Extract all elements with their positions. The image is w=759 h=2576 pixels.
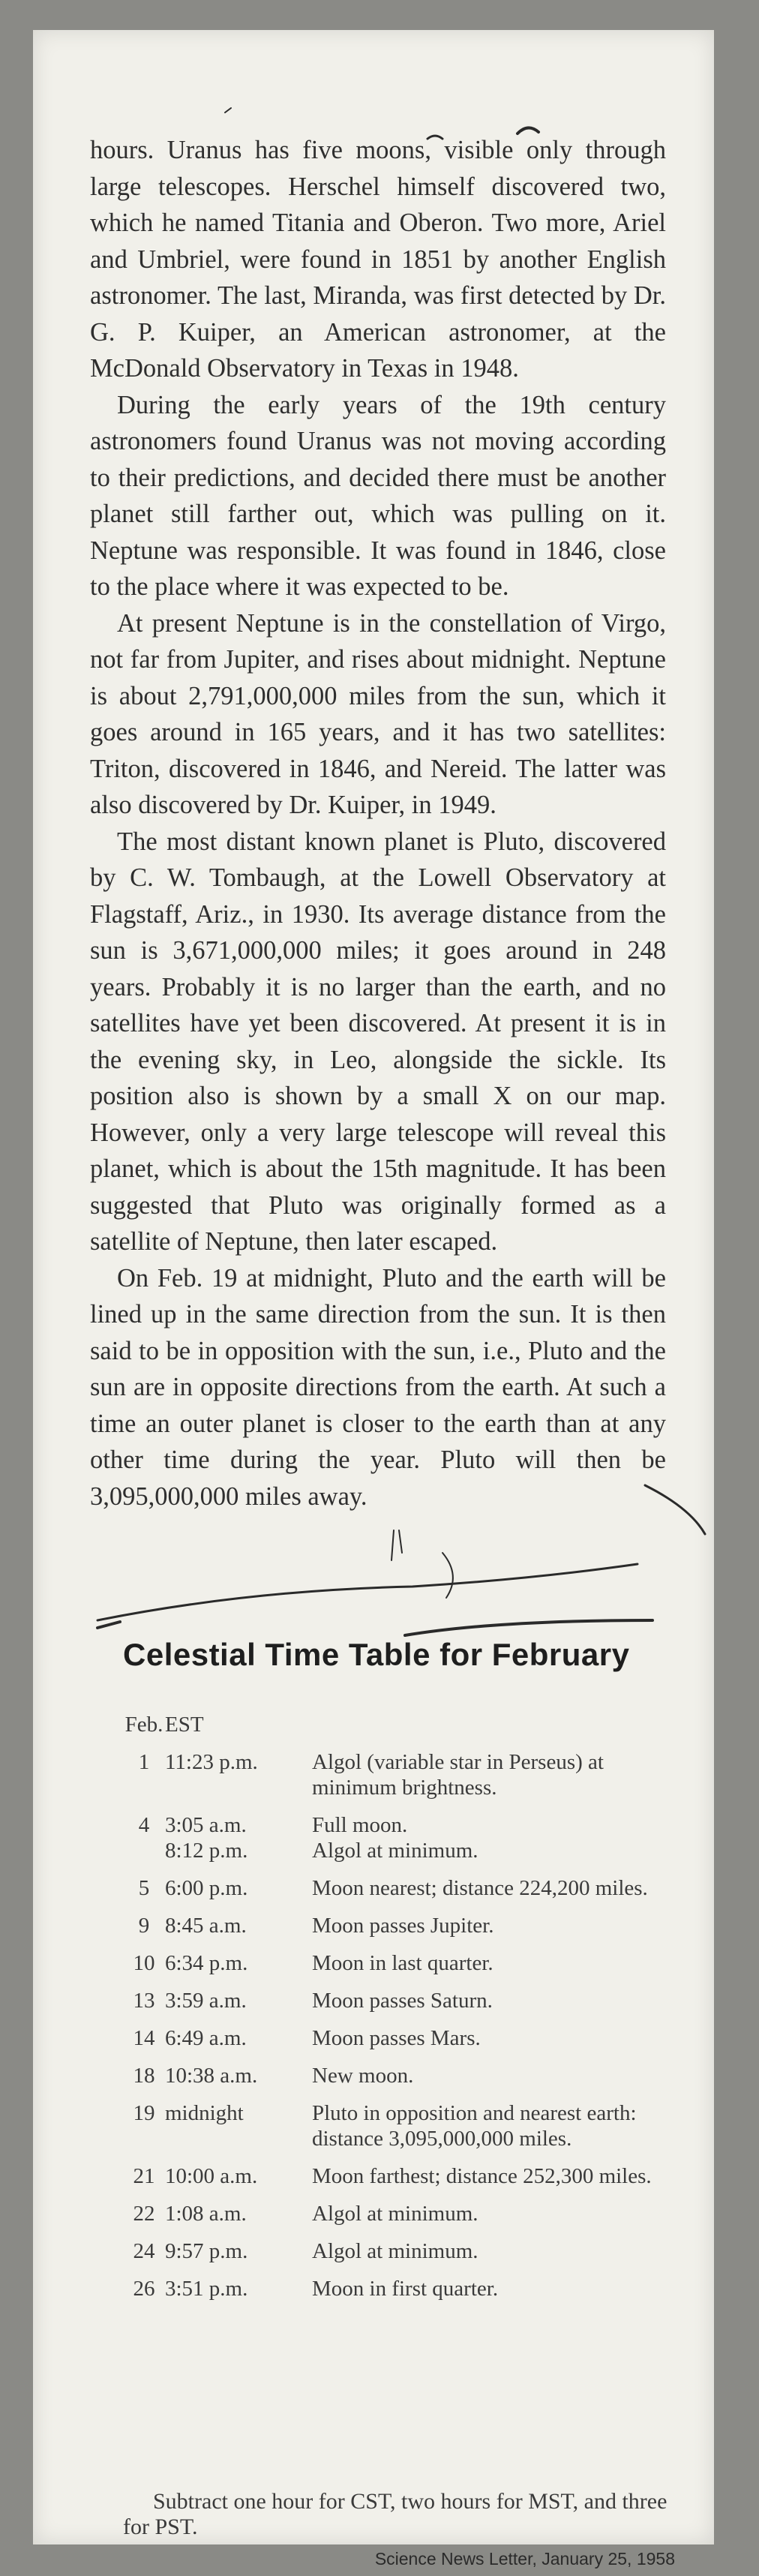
row-times (165, 1913, 312, 1938)
row-event: Moon farthest; distance 252,300 miles. (312, 2164, 652, 2188)
row-date: 26 (133, 2277, 155, 2301)
timetable (123, 1712, 678, 2313)
row-times (165, 2201, 312, 2226)
row-times (165, 2238, 312, 2264)
row-date: 10 (133, 1951, 155, 1975)
row-times (165, 1749, 312, 1800)
row-times (165, 2100, 312, 2151)
row-event: Moon passes Saturn. (312, 1989, 493, 2013)
row-times (165, 1988, 312, 2013)
row-events (312, 2025, 678, 2051)
row-events (312, 2100, 678, 2151)
row-events (312, 2238, 678, 2264)
row-time: 6:49 a.m. (165, 2026, 247, 2050)
row-times (165, 2063, 312, 2088)
row-events (312, 2276, 678, 2301)
row-times (165, 2163, 312, 2189)
timetable-row (123, 2276, 678, 2301)
row-time: 8:12 p.m. (165, 1839, 248, 1863)
row-time: midnight (165, 2101, 244, 2125)
timetable-row (123, 1749, 678, 1800)
article-paragraph: On Feb. 19 at midnight, Pluto and the earth will be lined up in the same direction from the sun. It is then said to be in opposition with the sun, i.e., Pluto and the sun are in opposite directions from the earth. At such a time an outer planet is closer to the earth than at any other time during the year. Pluto will then be 3,095,000,000 miles away. (90, 1263, 666, 1511)
article-paragraph: The most distant known planet is Pluto, discovered by C. W. Tombaugh, at the Lowell Observatory at Flagstaff, Ariz., in 1930. Its average distance from the sun is 3,671,000,000 miles; it goes around in 248 years. Probably it is no larger than the earth, and no satellites have yet been discovered. At present it is in the evening sky, in Leo, alongside the sickle. Its position also is shown by a small X on our map. However, only a very large telescope will reveal this planet, which is about the 15th magnitude. It has been suggested that Pluto was originally formed as a satellite of Neptune, then later escaped. (90, 827, 666, 1256)
row-times (165, 2025, 312, 2051)
timetable-row (123, 2100, 678, 2151)
row-time: 3:59 a.m. (165, 1989, 247, 2013)
row-date: 24 (133, 2239, 155, 2263)
article-paragraph: At present Neptune is in the constellation of Virgo, not far from Jupiter, and rises about midnight. Neptune is about 2,791,000,000 miles from the sun, which it goes around in 165 years, and it has two satellites: Triton, discovered in 1846, and Nereid. The latter was also discovered by Dr. Kuiper, in 1949. (90, 608, 666, 819)
row-times (165, 1950, 312, 1976)
row-date: 5 (138, 1876, 150, 1900)
article-paragraph: hours. Uranus has five moons, visible only through large telescopes. Herschel himself discovered two, which he named Titania and Oberon. Two more, Ariel and Umbriel, were found in 1851 by another English astronomer. The last, Miranda, was first detected by Dr. G. P. Kuiper, an American astronomer, at the McDonald Observatory in Texas in 1948. (90, 136, 666, 383)
row-date: 13 (133, 1989, 155, 2013)
source-citation: Science News Letter, January 25, 1958 (374, 2549, 675, 2568)
row-event: New moon. (312, 2064, 414, 2088)
row-times (165, 2276, 312, 2301)
header-zone: EST (165, 1713, 204, 1737)
row-time: 3:05 a.m. (165, 1813, 247, 1837)
row-events (312, 2163, 678, 2189)
row-event: Moon passes Jupiter. (312, 1914, 494, 1938)
row-time: 6:34 p.m. (165, 1951, 248, 1975)
row-event: Full moon. (312, 1813, 408, 1837)
header-date: Feb. (124, 1713, 164, 1737)
row-time: 8:45 a.m. (165, 1914, 247, 1938)
row-events (312, 1812, 678, 1863)
row-event: Moon nearest; distance 224,200 miles. (312, 1876, 648, 1900)
row-event: Algol (variable star in Perseus) at minimum brightness. (312, 1750, 604, 1800)
row-events (312, 2201, 678, 2226)
timetable-header (123, 1712, 678, 1737)
timetable-row (123, 1875, 678, 1901)
row-time: 10:00 a.m. (165, 2164, 258, 2188)
row-times (165, 1812, 312, 1863)
row-date: 18 (133, 2064, 155, 2088)
row-event: Moon in last quarter. (312, 1951, 494, 1975)
row-date: 19 (133, 2101, 155, 2125)
row-date: 1 (138, 1750, 150, 1774)
row-events (312, 1875, 678, 1901)
row-events (312, 1950, 678, 1976)
timetable-row (123, 1950, 678, 1976)
row-date: 4 (138, 1813, 150, 1837)
article-paragraph: During the early years of the 19th century astronomers found Uranus was not moving according to their predictions, and decided there must be another planet still farther out, which was pulling on it. Neptune was responsible. It was found in 1846, close to the place where it was expected to be. (90, 390, 666, 601)
timetable-row (123, 2238, 678, 2264)
timetable-row (123, 2063, 678, 2088)
timetable-row (123, 2163, 678, 2189)
article-body (90, 132, 666, 1515)
row-time: 10:38 a.m. (165, 2064, 258, 2088)
row-time: 9:57 p.m. (165, 2239, 248, 2263)
row-time: 1:08 a.m. (165, 2202, 247, 2226)
row-time: 6:00 p.m. (165, 1876, 248, 1900)
row-event: Moon passes Mars. (312, 2026, 481, 2050)
row-events (312, 2063, 678, 2088)
row-events (312, 1749, 678, 1800)
row-event: Algol at minimum. (312, 2202, 478, 2226)
row-times (165, 1875, 312, 1901)
row-date: 22 (133, 2202, 155, 2226)
row-event: Algol at minimum. (312, 1839, 478, 1863)
row-event: Moon in first quarter. (312, 2277, 499, 2301)
time-zone-note: Subtract one hour for CST, two hours for MST, and three for PST. (123, 2489, 668, 2539)
row-time: 11:23 p.m. (165, 1750, 258, 1774)
timetable-row (123, 2201, 678, 2226)
row-event: Algol at minimum. (312, 2239, 478, 2263)
row-date: 9 (138, 1914, 150, 1938)
row-time: 3:51 p.m. (165, 2277, 248, 2301)
row-date: 14 (133, 2026, 155, 2050)
row-date: 21 (133, 2164, 155, 2188)
timetable-row (123, 2025, 678, 2051)
row-events (312, 1988, 678, 2013)
timetable-row (123, 1913, 678, 1938)
row-event: Pluto in opposition and nearest earth: distance 3,095,000,000 miles. (312, 2101, 637, 2151)
row-events (312, 1913, 678, 1938)
timetable-title: Celestial Time Table for February (123, 1637, 630, 1672)
timetable-row (123, 1812, 678, 1863)
timetable-row (123, 1988, 678, 2013)
